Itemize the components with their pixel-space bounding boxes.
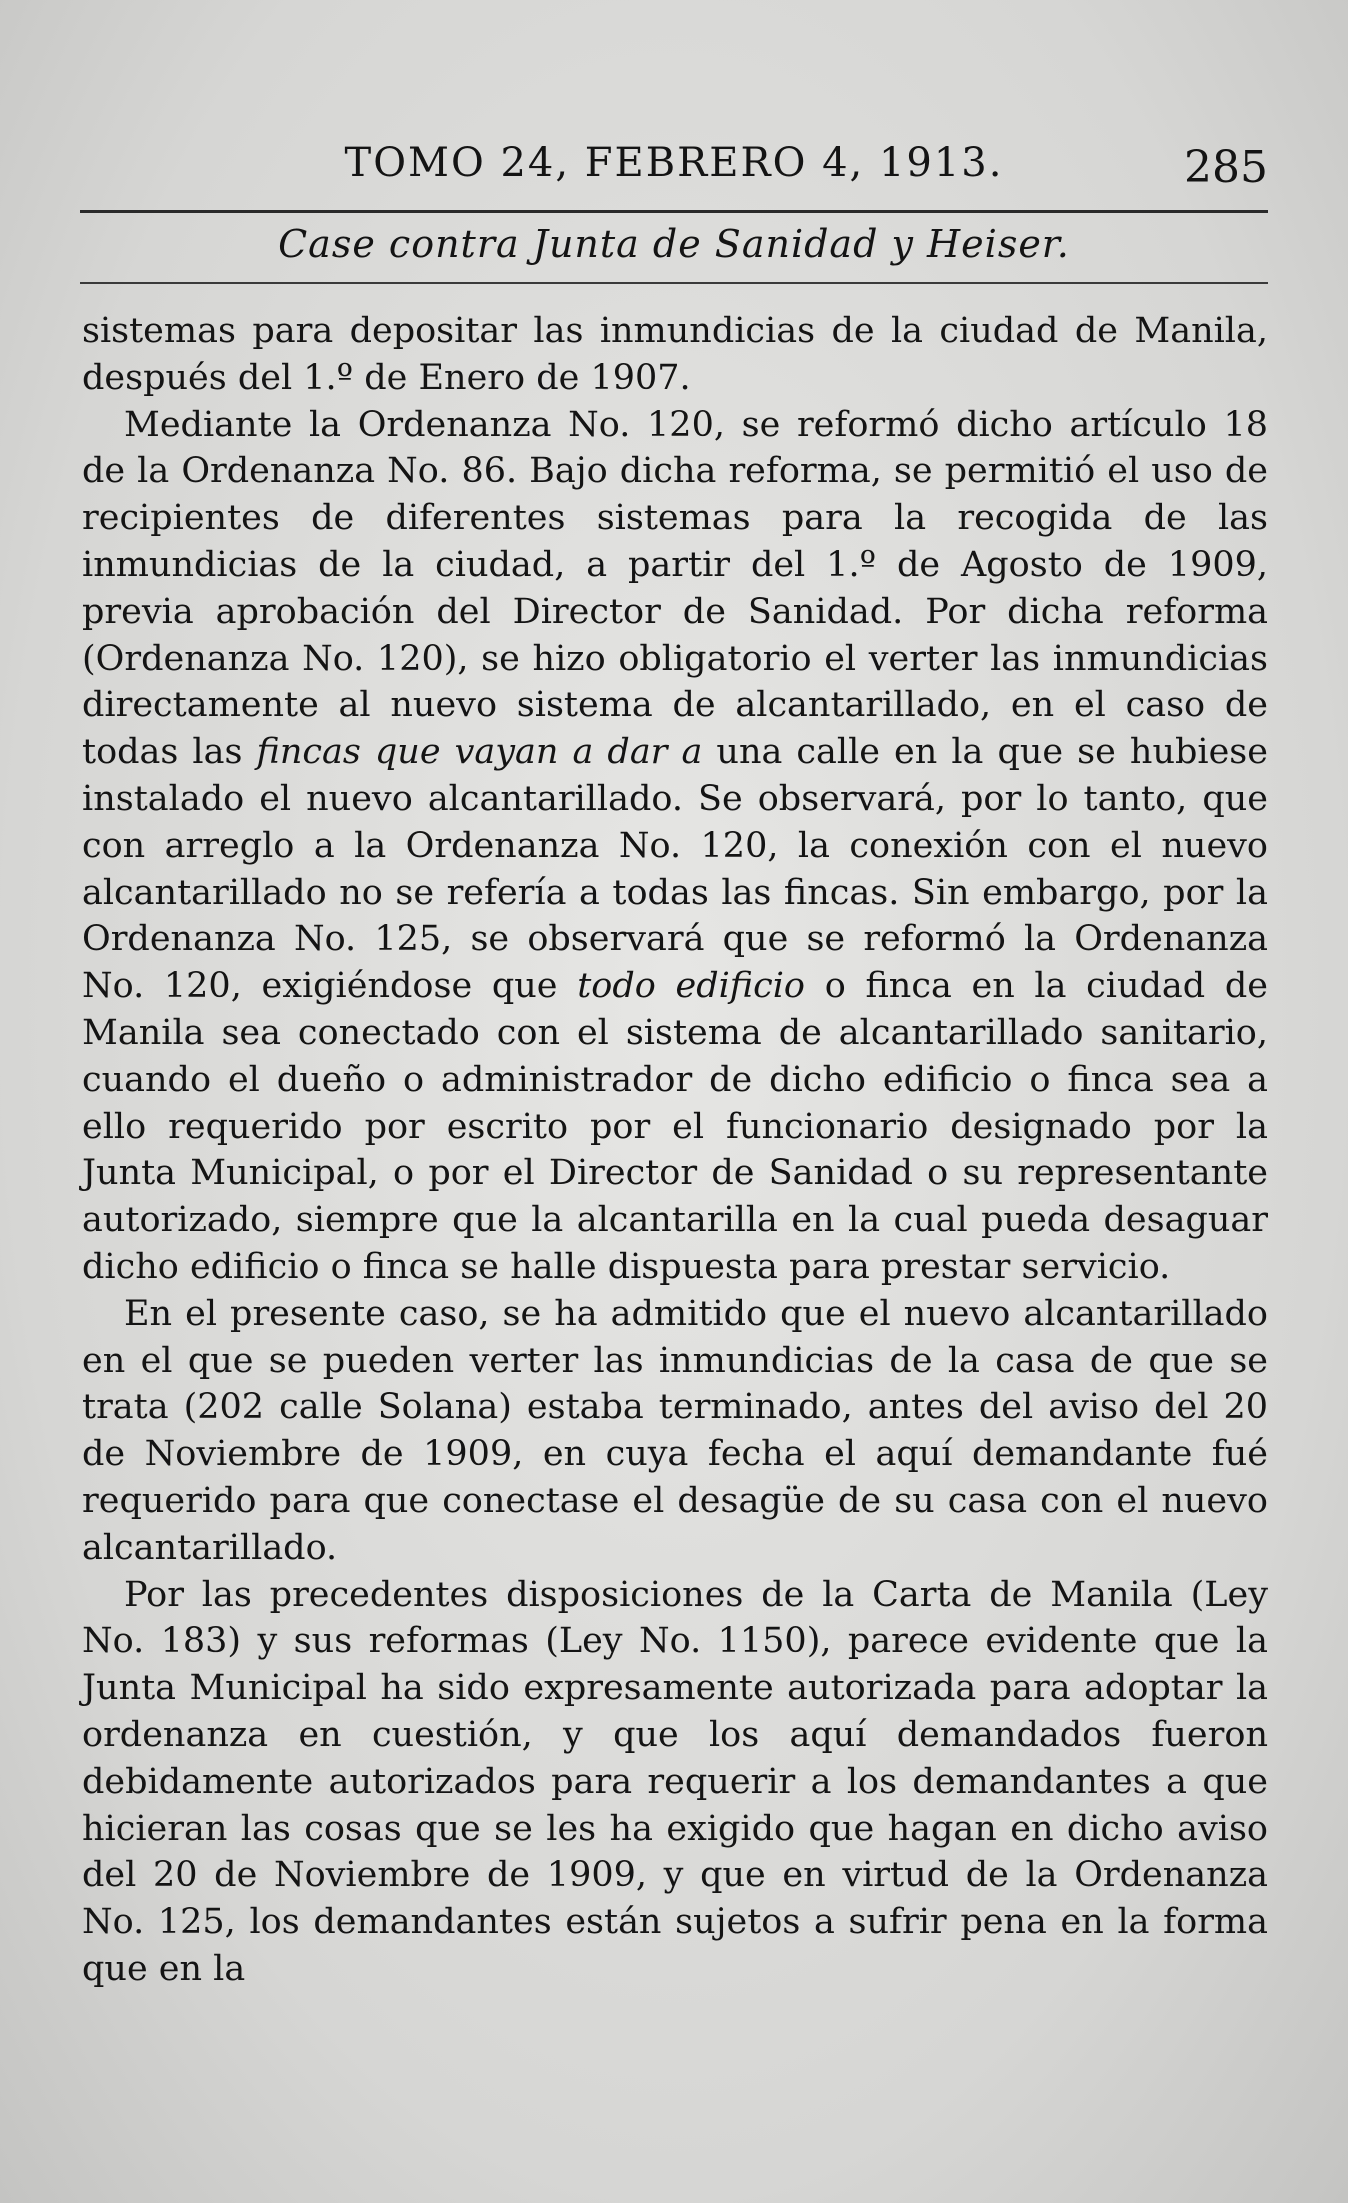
case-title: Case contra Junta de Sanidad y Heiser.: [278, 222, 1070, 266]
paragraph-2-part-b: una calle en la que se hubiese instalado el nuevo alcantarillado. Se observará, por lo tanto, que con arreglo a la Ordenanza No. 120, la conexión con el nuevo alcantarillado no se refería a todas las fincas. Sin embargo, por la Ordenanza No. 125, se observará que se reformó la Ordenanza No. 120, exigiéndose que: [82, 732, 1268, 1007]
paragraph-2: [82, 402, 1268, 1291]
paragraph-2-emphasis-1: fincas que vayan a dar a: [256, 732, 703, 773]
paragraph-2-part-c: o finca en la ciudad de Manila sea conectado con el sistema de alcantarillado sanitario, cuando el dueño o administrador de dicho edificio o finca sea a ello requerido por escrito por el funcionario designado por la Junta Municipal, o por el Director de Sanidad o su representante autorizado, siempre que la alcantarilla en la cual pueda desaguar dicho edificio o finca se halle dispuesta para prestar servicio.: [82, 966, 1268, 1287]
paragraph-3: En el presente caso, se ha admitido que el nuevo alcantarillado en el que se pueden verter las inmundicias de la casa de que se trata (202 calle Solana) estaba terminado, antes del aviso del 20 de Noviembre de 1909, en cuya fecha el aquí demandante fué requerido para que conectase el desagüe de su casa con el nuevo alcantarillado.: [82, 1293, 1268, 1568]
page-number: 285: [1184, 142, 1268, 193]
paragraph-2-part-a: Mediante la Ordenanza No. 120, se reformó dicho artículo 18 de la Ordenanza No. 86. Bajo dicha reforma, se permitió el uso de recipientes de diferentes sistemas para la recogida de las inmundicias de la ciudad, a partir del 1.º de Agosto de 1909, previa aprobación del Director de Sanidad. Por dicha reforma (Ordenanza No. 120), se hizo obligatorio el verter las inmundicias directamente al nuevo sistema de alcantarillado, en el caso de todas las: [82, 404, 1268, 773]
running-head: TOMO 24, FEBRERO 4, 1913.: [344, 140, 1004, 186]
paragraph-1: sistemas para depositar las inmundicias de la ciudad de Manila, después del 1.º de Enero de 1907.: [82, 311, 1268, 398]
paragraph-2-emphasis-2: todo edificio: [577, 966, 806, 1007]
page-header: [80, 140, 1268, 213]
body-text: [82, 308, 1268, 1993]
header-divider: [80, 282, 1268, 284]
paragraph-4: Por las precedentes disposiciones de la Carta de Manila (Ley No. 183) y sus reformas (Ley No. 1150), parece evidente que la Junta Municipal ha sido expresamente autorizada para adoptar la ordenanza en cuestión, y que los aquí demandados fueron debidamente autorizados para requerir a los demandantes a que hicieran las cosas que se les ha exigido que hagan en dicho aviso del 20 de Noviembre de 1909, y que en virtud de la Ordenanza No. 125, los demandantes están sujetos a sufrir pena en la forma que en la: [82, 1574, 1268, 1989]
